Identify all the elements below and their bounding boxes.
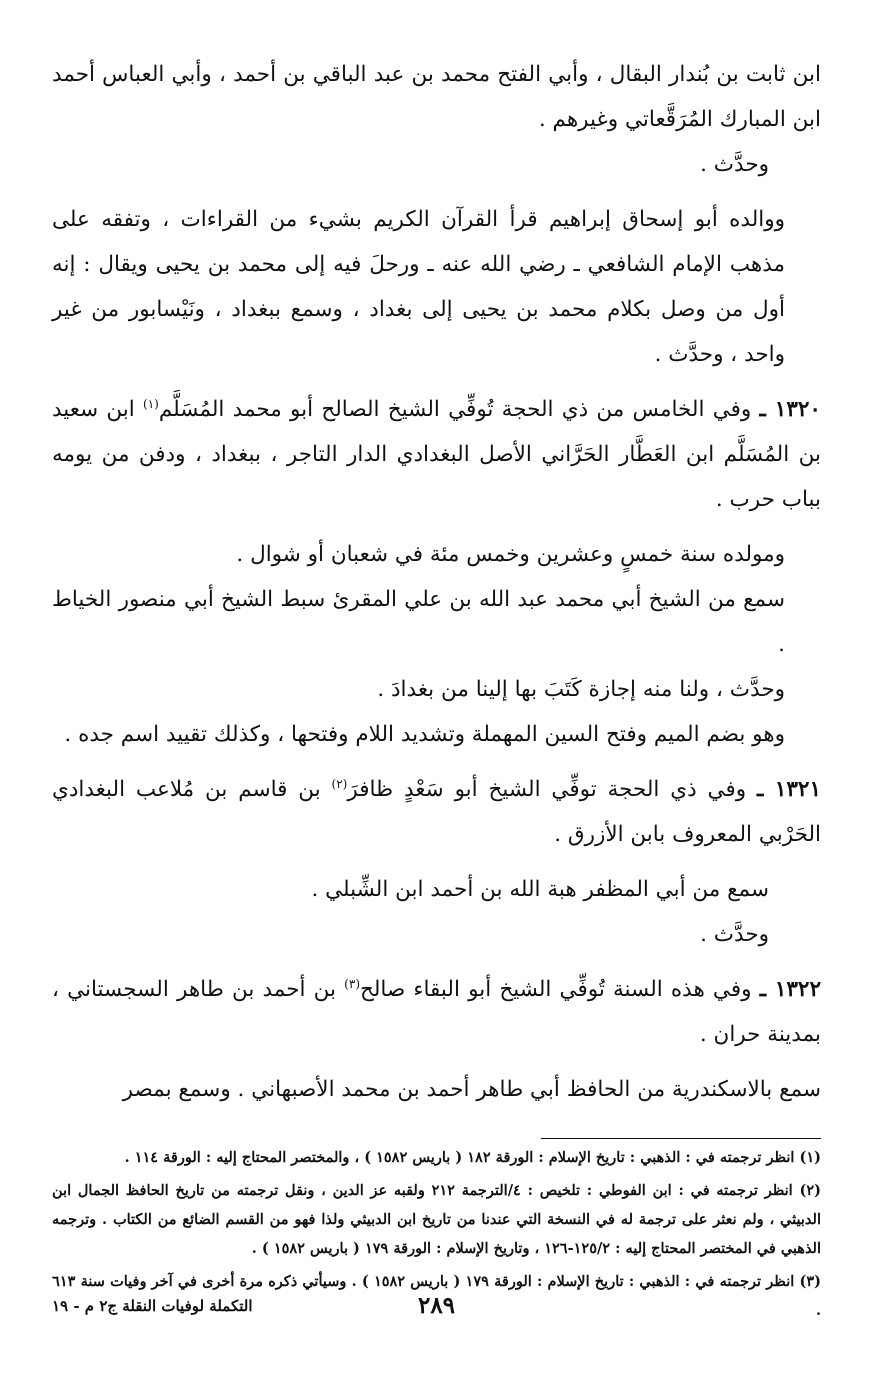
- paragraph-7: وهو بضم الميم وفتح السين المهملة وتشديد اللام وفتحها ، وكذلك تقييد اسم جده .: [64, 722, 785, 747]
- entry-number: ١٣٢٢ ـ: [759, 977, 822, 1002]
- paragraph-5: سمع من الشيخ أبي محمد عبد الله بن علي المقرئ سبط الشيخ أبي منصور الخياط .: [52, 587, 785, 657]
- entry-1322: [52, 967, 821, 1057]
- entry-text: وفي ذي الحجة توفِّي الشيخ أبو سَعْدٍ ظافرَ: [347, 777, 747, 802]
- footnote-divider: [541, 1138, 821, 1139]
- entry-text-cont: بن قاسم بن مُلاعب البغدادي الحَرْبي المعروف بابن الأزرق .: [52, 777, 821, 847]
- entry-1321: [52, 767, 821, 857]
- footnote-ref-2: (٢): [331, 776, 348, 791]
- page-footer: [52, 1292, 821, 1319]
- footnote-2: (٢) انظر ترجمته في : ابن الفوطي : تلخيص : ٤/الترجمة ٢١٢ ولقبه عز الدين ، ونقل ترجمته من تاريخ الحافظ الجمال ابن الدبيثي ، ولم نعثر على ترجمة له في النسخة التي عندنا من تاريخ ابن الدبيثي ولذا فهو من القسم الضائع من الكتاب . وترجمه الذهبي في المختصر المحتاج إليه : ١٢٥/٢-١٢٦ ، وتاريخ الإسلام : الورقة ١٧٩ ( باريس ١٥٨٢ ) .: [52, 1182, 821, 1257]
- entry-number: ١٣٢٠ ـ: [759, 397, 821, 422]
- paragraph-3: ووالده أبو إسحاق إبراهيم قرأ القرآن الكريم بشيء من القراءات ، وتفقه على مذهب الإمام الشافعي ـ رضي الله عنه ـ ورحلَ فيه إلى محمد بن يحيى ويقال : إنه أول من وصل بكلام محمد بن يحيى إلى بغداد ، وسمع ببغداد ، ونَيْسابور من غير واحد ، وحدَّث .: [52, 207, 785, 367]
- entry-number: ١٣٢١ ـ: [756, 777, 822, 802]
- footnote-3: (٣) انظر ترجمته في : الذهبي : تاريخ الإسلام : الورقة ١٧٩ ( باريس ١٥٨٢ ) . وسيأتي ذكره مرة أخرى في آخر وفيات سنة ٦١٣ .: [52, 1273, 821, 1319]
- book-signature: التكملة لوفيات النقلة ج٢ م - ١٩: [52, 1296, 253, 1315]
- paragraph-9: وحدَّث .: [700, 922, 769, 947]
- paragraph-1: ابن ثابت بن بُندار البقال ، وأبي الفتح محمد بن عبد الباقي بن أحمد ، وأبي العباس أحمد ابن المبارك المُرَقَّعاتي وغيرهم .: [52, 62, 821, 132]
- main-text: [52, 52, 821, 1112]
- entry-text-cont: ابن سعيد بن المُسَلَّم ابن العَطَّار الحَرَّاني الأصل البغدادي الدار التاجر ، ببغداد ، ودفن من يومه بباب حرب .: [52, 397, 821, 512]
- footnote-1: (١) انظر ترجمته في : الذهبي : تاريخ الإسلام : الورقة ١٨٢ ( باريس ١٥٨٢ ) ، والمختصر المحتاج إليه : الورقة ١١٤ .: [124, 1149, 821, 1166]
- paragraph-6: وحدَّث ، ولنا منه إجازة كَتَبَ بها إلينا من بغدادَ .: [377, 677, 785, 702]
- entry-1320: [52, 387, 821, 522]
- footnote-ref-3: (٣): [344, 976, 360, 991]
- paragraph-4: ومولده سنة خمسٍ وعشرين وخمس مئة في شعبان أو شوال .: [236, 542, 785, 567]
- entry-text: وفي الخامس من ذي الحجة تُوفِّي الشيخ الصالح أبو محمد المُسَلَّم: [158, 397, 752, 422]
- page-number: ٢٨٩: [417, 1292, 456, 1319]
- entry-text-cont: بن أحمد بن طاهر السجستاني ، بمدينة حران .: [52, 977, 821, 1047]
- entry-text: وفي هذه السنة تُوفِّي الشيخ أبو البقاء صالح: [360, 977, 752, 1002]
- paragraph-10: سمع بالاسكندرية من الحافظ أبي طاهر أحمد بن محمد الأصبهاني . وسمع بمصر: [122, 1077, 821, 1102]
- footnote-ref-1: (١): [143, 396, 159, 411]
- paragraph-2: وحدَّث .: [700, 152, 769, 177]
- paragraph-8: سمع من أبي المظفر هبة الله بن أحمد ابن الشِّبلي .: [311, 877, 769, 902]
